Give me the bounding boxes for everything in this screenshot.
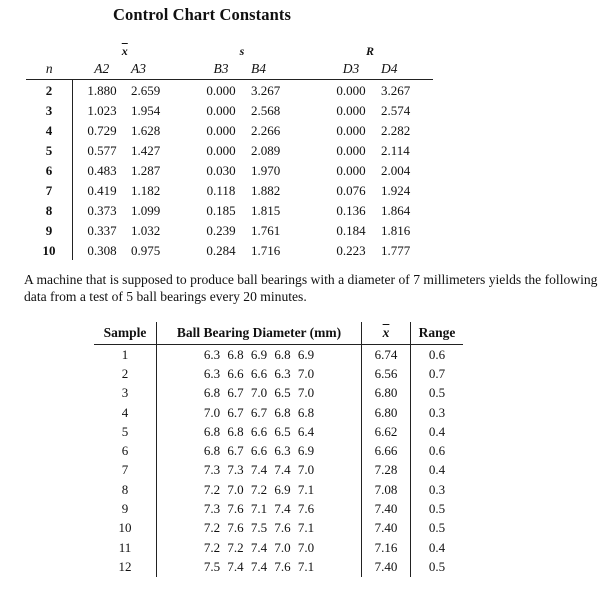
constant-b4-cell: 1.761 bbox=[251, 222, 281, 238]
sample-row bbox=[94, 461, 463, 480]
constant-a3-cell: 1.287 bbox=[131, 162, 161, 178]
r-group-header: R bbox=[365, 44, 374, 58]
sample-row bbox=[94, 422, 463, 441]
constant-a3-cell: 0.975 bbox=[131, 242, 161, 258]
sample-sample-cell: 5 bbox=[94, 422, 157, 441]
constant-d4-cell: 1.777 bbox=[381, 242, 411, 258]
constant-n-cell: 6 bbox=[26, 160, 73, 180]
sample-diameters-cell: 6.8 6.7 6.6 6.3 6.9 bbox=[157, 441, 362, 460]
constant-d4-cell: 1.864 bbox=[381, 202, 411, 218]
sample-xbar-cell: 7.16 bbox=[362, 538, 411, 557]
constant-d3-cell: 0.000 bbox=[336, 122, 366, 138]
sample-row bbox=[94, 364, 463, 383]
constant-d3-cell: 0.223 bbox=[336, 242, 366, 258]
constant-b3-cell: 0.284 bbox=[206, 242, 236, 258]
sample-xbar-cell: 7.40 bbox=[362, 519, 411, 538]
sample-diameters-cell: 6.3 6.8 6.9 6.8 6.9 bbox=[157, 345, 362, 365]
constant-a2-cell: 1.023 bbox=[87, 102, 117, 118]
constant-a2-cell: 1.880 bbox=[87, 82, 117, 98]
sample-row bbox=[94, 345, 463, 365]
sample-sample-cell: 9 bbox=[94, 499, 157, 518]
constant-b3-cell: 0.000 bbox=[206, 102, 236, 118]
constant-b4-cell: 2.568 bbox=[251, 102, 281, 118]
constant-b3-cell: 0.185 bbox=[206, 202, 236, 218]
constant-d4-cell: 2.004 bbox=[381, 162, 411, 178]
sample-range-cell: 0.3 bbox=[428, 481, 446, 497]
sample-xbar-cell: 7.28 bbox=[362, 461, 411, 480]
sample-diameters-cell: 6.3 6.6 6.6 6.3 7.0 bbox=[157, 364, 362, 383]
constant-b4-cell: 1.882 bbox=[251, 182, 281, 198]
diameter-header: Ball Bearing Diameter (mm) bbox=[157, 322, 362, 345]
constant-n-cell: 9 bbox=[26, 220, 73, 240]
sample-xbar-cell: 6.62 bbox=[362, 422, 411, 441]
sample-range-cell: 0.6 bbox=[428, 443, 446, 459]
control-chart-constants-table bbox=[26, 44, 433, 260]
constants-row bbox=[26, 200, 433, 220]
constant-a3-cell: 1.628 bbox=[131, 122, 161, 138]
sample-row bbox=[94, 403, 463, 422]
sample-diameters-cell: 7.3 7.6 7.1 7.4 7.6 bbox=[157, 499, 362, 518]
constant-d3-cell: 0.136 bbox=[336, 202, 366, 218]
sample-range-cell: 0.5 bbox=[428, 520, 446, 536]
a2-header: A2 bbox=[73, 59, 132, 80]
constant-b3-cell: 0.118 bbox=[206, 182, 236, 198]
constants-row bbox=[26, 160, 433, 180]
constant-a3-cell: 1.427 bbox=[131, 142, 161, 158]
constant-b3-cell: 0.239 bbox=[206, 222, 236, 238]
constant-d4-cell: 1.924 bbox=[381, 182, 411, 198]
sample-row bbox=[94, 499, 463, 518]
sample-row bbox=[94, 480, 463, 499]
sample-row bbox=[94, 557, 463, 576]
constant-b4-cell: 2.089 bbox=[251, 142, 281, 158]
b3-header: B3 bbox=[177, 59, 251, 80]
sample-range-cell: 0.4 bbox=[428, 539, 446, 555]
constants-row bbox=[26, 240, 433, 260]
constants-row bbox=[26, 140, 433, 160]
sample-diameters-cell: 7.2 7.2 7.4 7.0 7.0 bbox=[157, 538, 362, 557]
page-title: Control Chart Constants bbox=[113, 5, 292, 24]
constant-a2-cell: 0.419 bbox=[87, 182, 117, 198]
sample-diameters-cell: 6.8 6.7 7.0 6.5 7.0 bbox=[157, 384, 362, 403]
constants-row bbox=[26, 80, 433, 101]
constant-d4-cell: 2.574 bbox=[381, 102, 411, 118]
sample-range-cell: 0.6 bbox=[428, 346, 446, 362]
constant-a3-cell: 1.954 bbox=[131, 102, 161, 118]
constant-a3-cell: 2.659 bbox=[131, 82, 161, 98]
sample-row bbox=[94, 538, 463, 557]
constant-d4-cell: 2.114 bbox=[381, 142, 410, 158]
constant-a3-cell: 1.099 bbox=[131, 202, 161, 218]
constant-b4-cell: 2.266 bbox=[251, 122, 281, 138]
sample-row bbox=[94, 384, 463, 403]
sample-diameters-cell: 7.2 7.0 7.2 6.9 7.1 bbox=[157, 480, 362, 499]
range-header: Range bbox=[411, 322, 464, 345]
problem-description: A machine that is supposed to produce ball bearings with a diameter of 7 millimeters yields the following data from a test of 5 ball bearings every 20 minutes. bbox=[24, 272, 598, 304]
constant-n-cell: 5 bbox=[26, 140, 73, 160]
constant-n-cell: 10 bbox=[26, 240, 73, 260]
sample-row bbox=[94, 519, 463, 538]
sample-range-cell: 0.5 bbox=[428, 558, 446, 574]
constant-d3-cell: 0.000 bbox=[336, 162, 366, 178]
sample-xbar-cell: 7.40 bbox=[362, 557, 411, 576]
sample-xbar-cell: 6.66 bbox=[362, 441, 411, 460]
constant-n-cell: 8 bbox=[26, 200, 73, 220]
constant-d4-cell: 2.282 bbox=[381, 122, 411, 138]
sample-xbar-cell: 7.40 bbox=[362, 499, 411, 518]
sample-range-cell: 0.5 bbox=[428, 501, 446, 517]
sample-xbar-cell: 7.08 bbox=[362, 480, 411, 499]
constant-b3-cell: 0.000 bbox=[206, 82, 236, 98]
constant-b4-cell: 1.970 bbox=[251, 162, 281, 178]
sample-sample-cell: 12 bbox=[94, 557, 157, 576]
constant-n-cell: 2 bbox=[26, 80, 73, 101]
constant-b4-cell: 3.267 bbox=[251, 82, 281, 98]
constant-b3-cell: 0.030 bbox=[206, 162, 236, 178]
sample-sample-cell: 6 bbox=[94, 441, 157, 460]
constant-a2-cell: 0.373 bbox=[87, 202, 117, 218]
constant-d4-cell: 1.816 bbox=[381, 222, 411, 238]
sample-xbar-cell: 6.56 bbox=[362, 364, 411, 383]
sample-diameters-cell: 7.2 7.6 7.5 7.6 7.1 bbox=[157, 519, 362, 538]
constants-row bbox=[26, 180, 433, 200]
sample-diameters-cell: 7.5 7.4 7.4 7.6 7.1 bbox=[157, 557, 362, 576]
sample-range-cell: 0.4 bbox=[428, 423, 446, 439]
constant-d3-cell: 0.000 bbox=[336, 142, 366, 158]
xbar-group-header: $\overline{x}$ bbox=[121, 44, 128, 58]
sample-range-cell: 0.3 bbox=[428, 404, 446, 420]
sample-range-cell: 0.7 bbox=[428, 365, 446, 381]
d4-header: D4 bbox=[381, 59, 433, 80]
constants-row bbox=[26, 120, 433, 140]
sample-sample-cell: 7 bbox=[94, 461, 157, 480]
sample-diameters-cell: 6.8 6.8 6.6 6.5 6.4 bbox=[157, 422, 362, 441]
sample-range-cell: 0.4 bbox=[428, 462, 446, 478]
n-header: n bbox=[26, 59, 73, 80]
d3-header: D3 bbox=[307, 59, 381, 80]
constant-d3-cell: 0.184 bbox=[336, 222, 366, 238]
constant-b4-cell: 1.815 bbox=[251, 202, 281, 218]
sample-sample-cell: 11 bbox=[94, 538, 157, 557]
constant-b3-cell: 0.000 bbox=[206, 142, 236, 158]
sample-sample-cell: 1 bbox=[94, 345, 157, 365]
sample-sample-cell: 4 bbox=[94, 403, 157, 422]
sample-xbar-cell: 6.74 bbox=[362, 345, 411, 365]
sample-header: Sample bbox=[94, 322, 157, 345]
constant-a3-cell: 1.032 bbox=[131, 222, 161, 238]
constant-a2-cell: 0.337 bbox=[87, 222, 117, 238]
sample-row bbox=[94, 441, 463, 460]
sample-sample-cell: 8 bbox=[94, 480, 157, 499]
constant-a2-cell: 0.577 bbox=[87, 142, 117, 158]
xbar-header: $\overline{x}$ bbox=[362, 322, 411, 345]
constant-d3-cell: 0.000 bbox=[336, 102, 366, 118]
a3-header: A3 bbox=[131, 59, 177, 80]
ball-bearing-data-table bbox=[94, 322, 463, 577]
b4-header: B4 bbox=[251, 59, 307, 80]
constant-a2-cell: 0.483 bbox=[87, 162, 117, 178]
constant-a3-cell: 1.182 bbox=[131, 182, 161, 198]
constant-n-cell: 7 bbox=[26, 180, 73, 200]
sample-range-cell: 0.5 bbox=[428, 385, 446, 401]
sample-xbar-cell: 6.80 bbox=[362, 384, 411, 403]
s-group-header: s bbox=[239, 44, 245, 58]
sample-sample-cell: 2 bbox=[94, 364, 157, 383]
constant-a2-cell: 0.308 bbox=[87, 242, 117, 258]
sample-diameters-cell: 7.3 7.3 7.4 7.4 7.0 bbox=[157, 461, 362, 480]
sample-xbar-cell: 6.80 bbox=[362, 403, 411, 422]
constants-row bbox=[26, 220, 433, 240]
constant-d3-cell: 0.076 bbox=[336, 182, 366, 198]
constant-b3-cell: 0.000 bbox=[206, 122, 236, 138]
constant-b4-cell: 1.716 bbox=[251, 242, 281, 258]
constants-row bbox=[26, 100, 433, 120]
constant-a2-cell: 0.729 bbox=[87, 122, 117, 138]
sample-sample-cell: 10 bbox=[94, 519, 157, 538]
constant-n-cell: 3 bbox=[26, 100, 73, 120]
constant-n-cell: 4 bbox=[26, 120, 73, 140]
sample-diameters-cell: 7.0 6.7 6.7 6.8 6.8 bbox=[157, 403, 362, 422]
constant-d4-cell: 3.267 bbox=[381, 82, 411, 98]
constant-d3-cell: 0.000 bbox=[336, 82, 366, 98]
sample-sample-cell: 3 bbox=[94, 384, 157, 403]
